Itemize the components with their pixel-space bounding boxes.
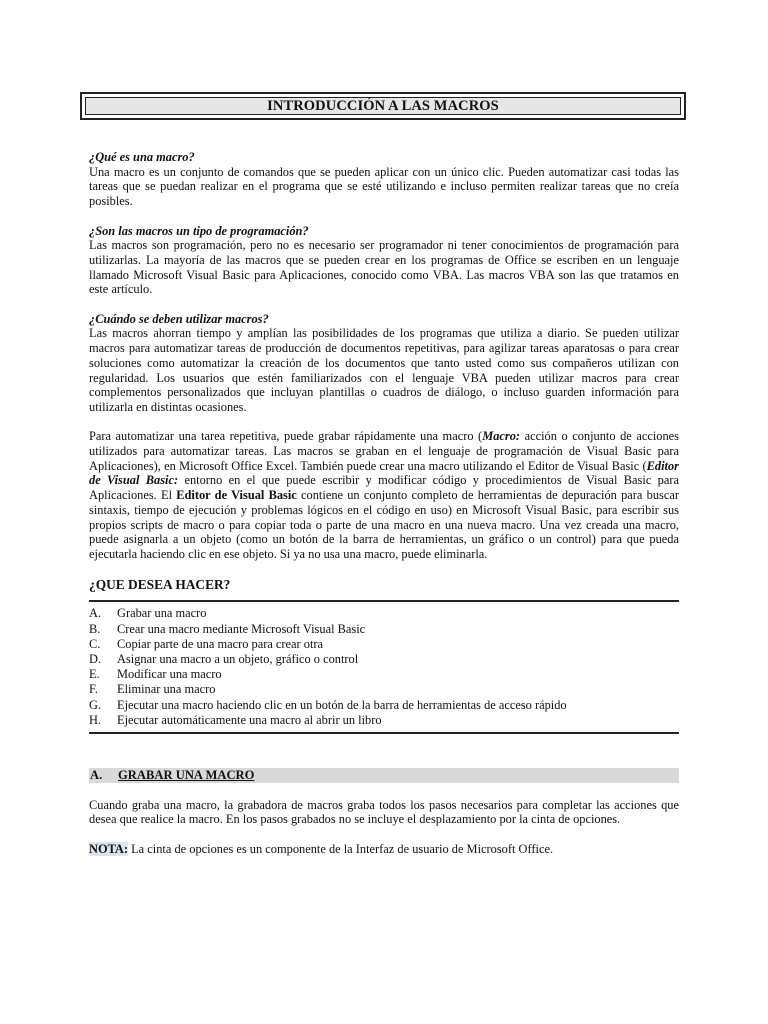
section-marker: A. bbox=[90, 768, 103, 783]
list-item[interactable]: G. Ejecutar una macro haciendo clic en un botón de la barra de herramientas de acceso rápido bbox=[89, 697, 567, 712]
task-list bbox=[89, 606, 679, 728]
divider bbox=[89, 600, 679, 602]
macro-term: Macro: bbox=[482, 429, 521, 444]
title-box-inner bbox=[85, 97, 681, 115]
section-programming bbox=[89, 224, 679, 298]
question-heading: ¿Cuándo se deben utilizar macros? bbox=[89, 311, 269, 326]
list-item[interactable]: D. Asignar una macro a un objeto, gráfico o control bbox=[89, 651, 359, 666]
automate-paragraph: Para automatizar una tarea repetitiva, puede grabar rápidamente una macro (Macro: acción o conjunto de acciones utilizados para automatizar tareas. Las macros se graban en el lenguaje de programación de Visual Basic para Aplicaciones), en Microsoft Office Excel. También puede crear una macro utilizando el Editor de Visual Basic (Editor de Visual Basic: entorno en el que puede escribir y modificar código y procedimientos de Visual Basic para Aplicaciones. El Editor de Visual Basic contiene un conjunto completo de herramientas de depuración para buscar sintaxis, tiempo de ejecución y problemas lógicos en el código en uso) en Microsoft Visual Basic, para escribir sus propios scripts de macro o para copiar toda o parte de una macro en una nueva macro. Una vez creada una macro, puede asignarla a un objeto (como un botón de la barra de herramientas, un gráfico o un control) para que pueda ejecutarla haciendo clic en ese objeto. Si ya no usa una macro, puede eliminarla. bbox=[89, 429, 679, 561]
question-heading: ¿Qué es una macro? bbox=[89, 150, 195, 164]
paragraph: Las macros ahorran tiempo y amplían las posibilidades de los programas que utiliza a diario. Se pueden utilizar macros para automatizar tareas de producción de documentos repetitivas, para agilizar tareas aparatosas o para crear soluciones como automatizar la creación de los documentos que tanto usted como sus compañeros utilizan con regularidad. Los usuarios que estén familiarizados con el lenguaje VBA pueden utilizar macros para crear complementos personalizados que incluyan plantillas o cuadros de diálogo, o incluso guarden información para utilizarla en distintas ocasiones. bbox=[89, 326, 679, 414]
list-item[interactable]: H. Ejecutar automáticamente una macro al abrir un libro bbox=[89, 712, 382, 727]
what-to-do-heading: ¿QUE DESEA HACER? bbox=[89, 576, 231, 592]
section-title: GRABAR UNA MACRO bbox=[118, 768, 255, 783]
list-item[interactable]: E. Modificar una macro bbox=[89, 667, 222, 682]
section-what-is-macro bbox=[89, 150, 679, 209]
title-box bbox=[80, 92, 686, 120]
list-item[interactable]: C. Copiar parte de una macro para crear otra bbox=[89, 636, 324, 651]
note-label: NOTA: bbox=[89, 841, 129, 856]
section-when-to-use bbox=[89, 312, 679, 415]
list-item[interactable]: F. Eliminar una macro bbox=[89, 682, 216, 697]
editor-term: Editor de Visual Basic: bbox=[89, 458, 679, 488]
document-body bbox=[89, 150, 679, 856]
record-macro-paragraph: Cuando graba una macro, la grabadora de macros graba todos los pasos necesarios para completar las acciones que desea que realice la macro. En los pasos grabados no se incluye el desplazamiento por la cinta de opciones. bbox=[89, 797, 679, 827]
question-heading: ¿Son las macros un tipo de programación? bbox=[89, 223, 309, 238]
paragraph: Las macros son programación, pero no es necesario ser programador ni tener conocimientos de programación para utilizarlas. La mayoría de las macros que se pueden crear en los programas de Office se escriben en un lenguaje llamado Microsoft Visual Basic para Aplicaciones, conocido como VBA. Las macros VBA son las que tratamos en este artículo. bbox=[89, 238, 679, 297]
list-item[interactable]: A. Grabar una macro bbox=[89, 606, 207, 621]
list-item[interactable]: B. Crear una macro mediante Microsoft Visual Basic bbox=[89, 621, 366, 636]
divider bbox=[89, 732, 679, 734]
section-a-heading bbox=[89, 768, 679, 783]
page-title: INTRODUCCIÓN A LAS MACROS bbox=[267, 97, 499, 114]
paragraph: Una macro es un conjunto de comandos que se pueden aplicar con un único clic. Pueden automatizar casi todas las tareas que se puedan realizar en el programa que se esté utilizando e incluso permiten realizar tareas que no creía posibles. bbox=[89, 164, 679, 209]
note-paragraph: NOTA: La cinta de opciones es un componente de la Interfaz de usuario de Microsoft Office. bbox=[89, 841, 554, 856]
editor-bold-term: Editor de Visual Basic bbox=[176, 488, 297, 503]
